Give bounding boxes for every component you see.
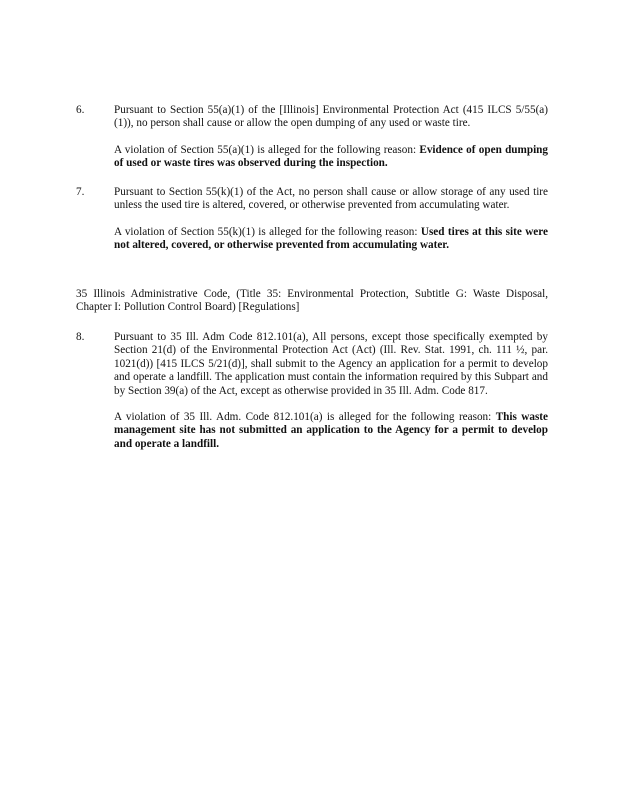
violation-intro: A violation of Section 55(k)(1) is alleged for the following reason:: [114, 225, 421, 238]
item-8: [76, 331, 548, 451]
violation-reason: Used tires at this site were not altered, covered, or otherwise prevented from accumulating water.: [114, 225, 548, 252]
item-number: 8.: [76, 331, 85, 343]
item-number: 6.: [76, 104, 85, 116]
item-7: [76, 186, 548, 253]
item-number: 7.: [76, 186, 85, 198]
item-6: [76, 104, 548, 171]
violation-reason: This waste management site has not submitted an application to the Agency for a permit to develop and operate a landfill.: [114, 411, 548, 450]
violation-paragraph: [114, 226, 548, 253]
violation-intro: A violation of 35 Ill. Adm. Code 812.101(a) is alleged for the following reason:: [114, 411, 496, 424]
regulation-heading: 35 Illinois Administrative Code, (Title 35: Environmental Protection, Subtitle G: Waste Disposal, Chapter I: Pollution Control Board) [Regulations]: [76, 288, 548, 314]
violation-paragraph: [114, 144, 548, 171]
provision-text: Pursuant to Section 55(k)(1) of the Act, no person shall cause or allow storage of any used tire unless the used tire is altered, covered, or otherwise prevented from accumulating water.: [114, 186, 548, 212]
violation-paragraph: [114, 411, 548, 451]
provision-text: Pursuant to Section 55(a)(1) of the [Illinois] Environmental Protection Act (415 ILCS 5/55(a)(1)), no person shall cause or allow the open dumping of any used or waste tire.: [114, 104, 548, 130]
provision-text: Pursuant to 35 Ill. Adm Code 812.101(a), All persons, except those specifically exempted by Section 21(d) of the Environmental Protection Act (Act) (Ill. Rev. Stat. 1991, ch. 111 ½, par. 1021(d)) [415 ILCS 5/21(d)], shall submit to the Agency an application for a permit to develop and operate a landfill. The application must contain the information required by this Subpart and by Section 39(a) of the Act, except as otherwise provided in 35 Ill. Adm. Code 817.: [114, 331, 548, 397]
violation-intro: A violation of Section 55(a)(1) is alleged for the following reason:: [114, 143, 420, 156]
violation-reason: Evidence of open dumping of used or waste tires was observed during the inspection.: [114, 143, 548, 170]
